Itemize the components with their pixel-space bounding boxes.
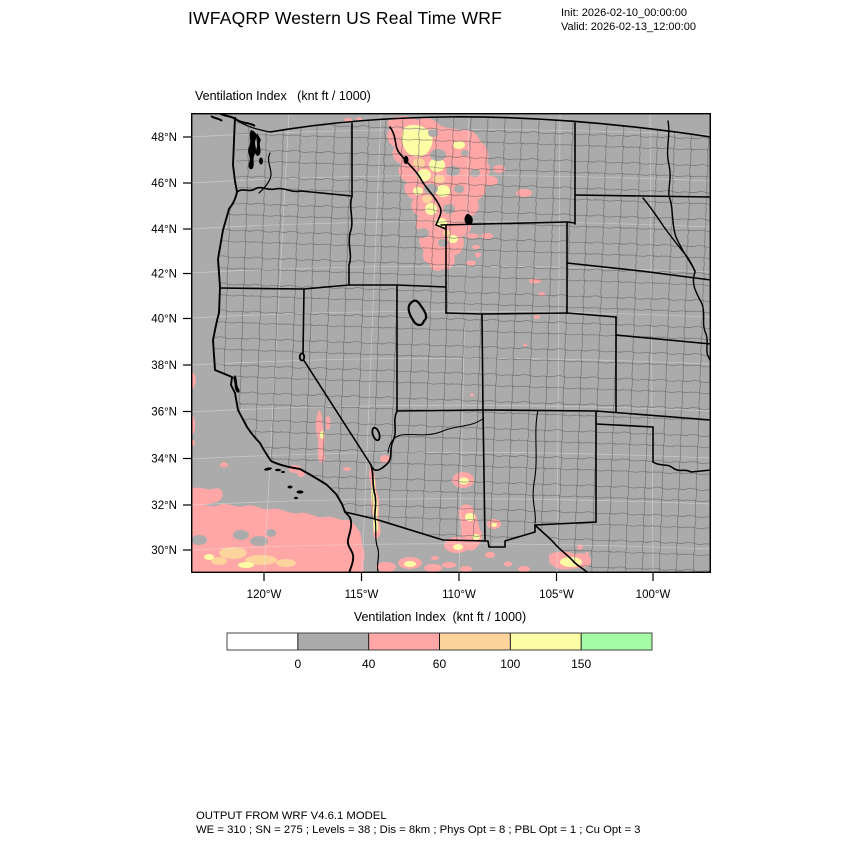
lat-tick-label: 42°N <box>151 268 177 281</box>
colorbar-title: Ventilation Index (knt ft / 1000) <box>353 610 527 624</box>
lake-tahoe <box>300 354 304 361</box>
init-time: Init: 2026-02-10_00:00:00 <box>561 7 687 19</box>
colorbar-segment <box>298 633 369 650</box>
colorbar-segment <box>439 633 510 650</box>
colorbar-segment <box>369 633 440 650</box>
colorbar-segment <box>227 633 298 650</box>
lon-tick-label: 110°W <box>442 589 476 601</box>
model-info-line1: OUTPUT FROM WRF V4.6.1 MODEL <box>196 810 387 822</box>
colorbar-tick-label: 40 <box>361 657 376 671</box>
colorbar-tick-label: 100 <box>500 657 521 671</box>
colorbar-segment <box>581 633 652 650</box>
page-title: IWFAQRP Western US Real Time WRF <box>188 8 502 28</box>
lon-tick-label: 100°W <box>635 589 671 601</box>
map <box>189 113 711 573</box>
lat-tick-label: 44°N <box>151 224 177 236</box>
lat-tick-label: 46°N <box>151 178 177 190</box>
lon-axis-labels <box>247 589 671 601</box>
map-title: Ventilation Index (knt ft / 1000) <box>195 89 371 103</box>
lat-axis-labels <box>151 132 177 557</box>
lon-tick-label: 120°W <box>246 589 282 601</box>
lon-tick-label: 115°W <box>344 589 379 601</box>
lat-axis <box>183 137 191 550</box>
colorbar-labels <box>294 657 591 671</box>
colorbar-segment <box>510 633 581 650</box>
lat-tick-label: 30°N <box>151 545 177 557</box>
lat-tick-label: 38°N <box>151 360 177 372</box>
colorbar-tick-label: 0 <box>294 657 302 671</box>
flathead-lake <box>404 156 409 164</box>
colorbar-tick-label: 150 <box>571 657 592 671</box>
colorbar-tick-label: 60 <box>432 657 447 671</box>
lon-axis <box>264 573 653 581</box>
lat-tick-label: 36°N <box>151 406 177 419</box>
colorbar <box>227 610 652 671</box>
valid-time: Valid: 2026-02-13_12:00:00 <box>561 20 696 33</box>
lat-tick-label: 48°N <box>151 132 177 144</box>
lat-tick-label: 34°N <box>151 453 177 466</box>
model-info-line2: WE = 310 ; SN = 275 ; Levels = 38 ; Dis = 8km ; Phys Opt = 8 ; PBL Opt = 1 ; Cu Opt = 3 <box>196 823 641 836</box>
lat-tick-label: 32°N <box>151 500 177 512</box>
lat-tick-label: 40°N <box>151 313 177 326</box>
model-info <box>196 810 640 837</box>
lon-tick-label: 105°W <box>539 589 574 601</box>
